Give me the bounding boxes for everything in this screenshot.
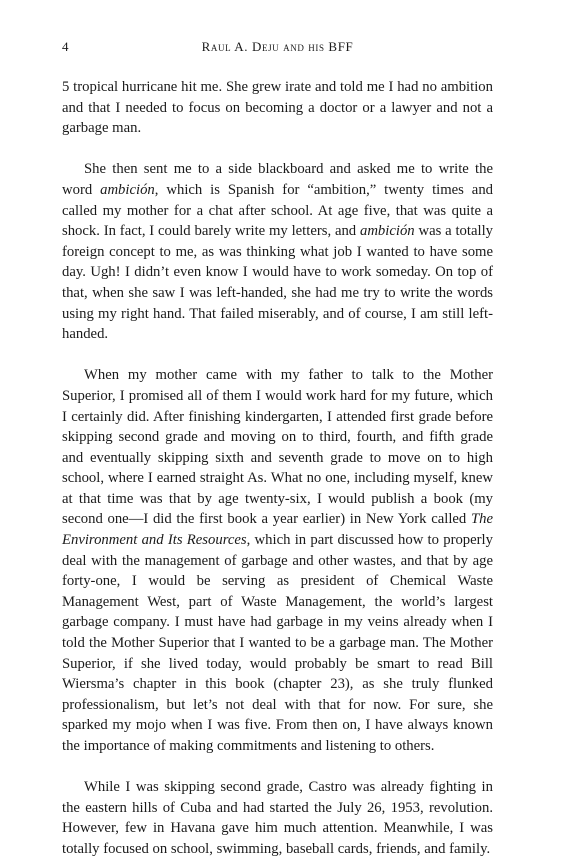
page-header xyxy=(62,36,493,58)
paragraph-2-text-a: She then sent me to a side blackboard and asked me to write the word xyxy=(62,161,493,198)
paragraph-4-text: While I was skipping second grade, Castro was already fighting in the eastern hills of Cuba and had started the July 26, 1953, revolution. However, few in Havana gave him much attention. Meanwhile, I was totally focused on school, swimming, baseball cards, friends, and family. xyxy=(62,779,493,857)
paragraph-4 xyxy=(62,777,493,859)
italic-word-ambicion: ambición xyxy=(359,223,415,240)
paragraph-1-text: 5 tropical hurricane hit me. She grew irate and told me I had no ambition and that I needed to focus on becoming a doctor or a lawyer and not a garbage man. xyxy=(62,79,493,137)
paragraph-3-text-b: , which in part discussed how to properly deal with the management of garbage and other wastes, and that by age forty-one, I would be serving as president of Chemical Waste Management West, part of Waste Management, the world’s largest garbage company. I must have had garbage in my veins already when I told the Mother Superior that I wanted to be a garbage man. The Mother Superior, if she lived today, would probably be smart to read Bill Wiersma’s chapter in this book (chapter 23), as she truly flunked professionalism, but let’s not deal with that for now. For sure, she sparked my mojo when I was five. From then on, I have always known the importance of making commitments and listening to others. xyxy=(62,532,493,754)
paragraph-3-text-a: When my mother came with my father to talk to the Mother Superior, I promised all of them I would work hard for my future, which I certainly did. After finishing kindergarten, I attended first grade before skipping second grade and moving on to third, fourth, and fifth grade and eventually skipping sixth and seventh grade to move on to high school, where I earned straight As. What no one, including myself, knew at that time was that by age twenty-six, I would publish a book (my second one—I did the first book a year earlier) in New York called xyxy=(62,367,493,528)
paragraph-2-text-b: , which is Spanish for “ambition,” twenty times and called my mother for a chat after school. At age five, that was quite a shock. In fact, I could barely write my letters, and xyxy=(62,181,494,240)
paragraph-2-text-c: was a totally foreign concept to me, as was thinking what job I wanted to have some day. Ugh! I didn’t even know I would have to work someday. On top of that, when she saw I was left-handed, she had me try to write the words using my right hand. That failed miserably, and of course, I am still left-handed. xyxy=(62,223,494,343)
body-text xyxy=(62,77,493,860)
paragraph-3 xyxy=(62,365,493,756)
paragraph-1 xyxy=(62,77,493,139)
page-number: 4 xyxy=(62,39,69,54)
paragraph-2 xyxy=(62,159,493,344)
running-head: Raul A. Deju and his BFF xyxy=(201,39,354,54)
italic-word-ambicion: ambición xyxy=(100,181,155,198)
book-page xyxy=(62,36,493,860)
italic-book-title: The Environment and Its Resources xyxy=(62,511,493,549)
